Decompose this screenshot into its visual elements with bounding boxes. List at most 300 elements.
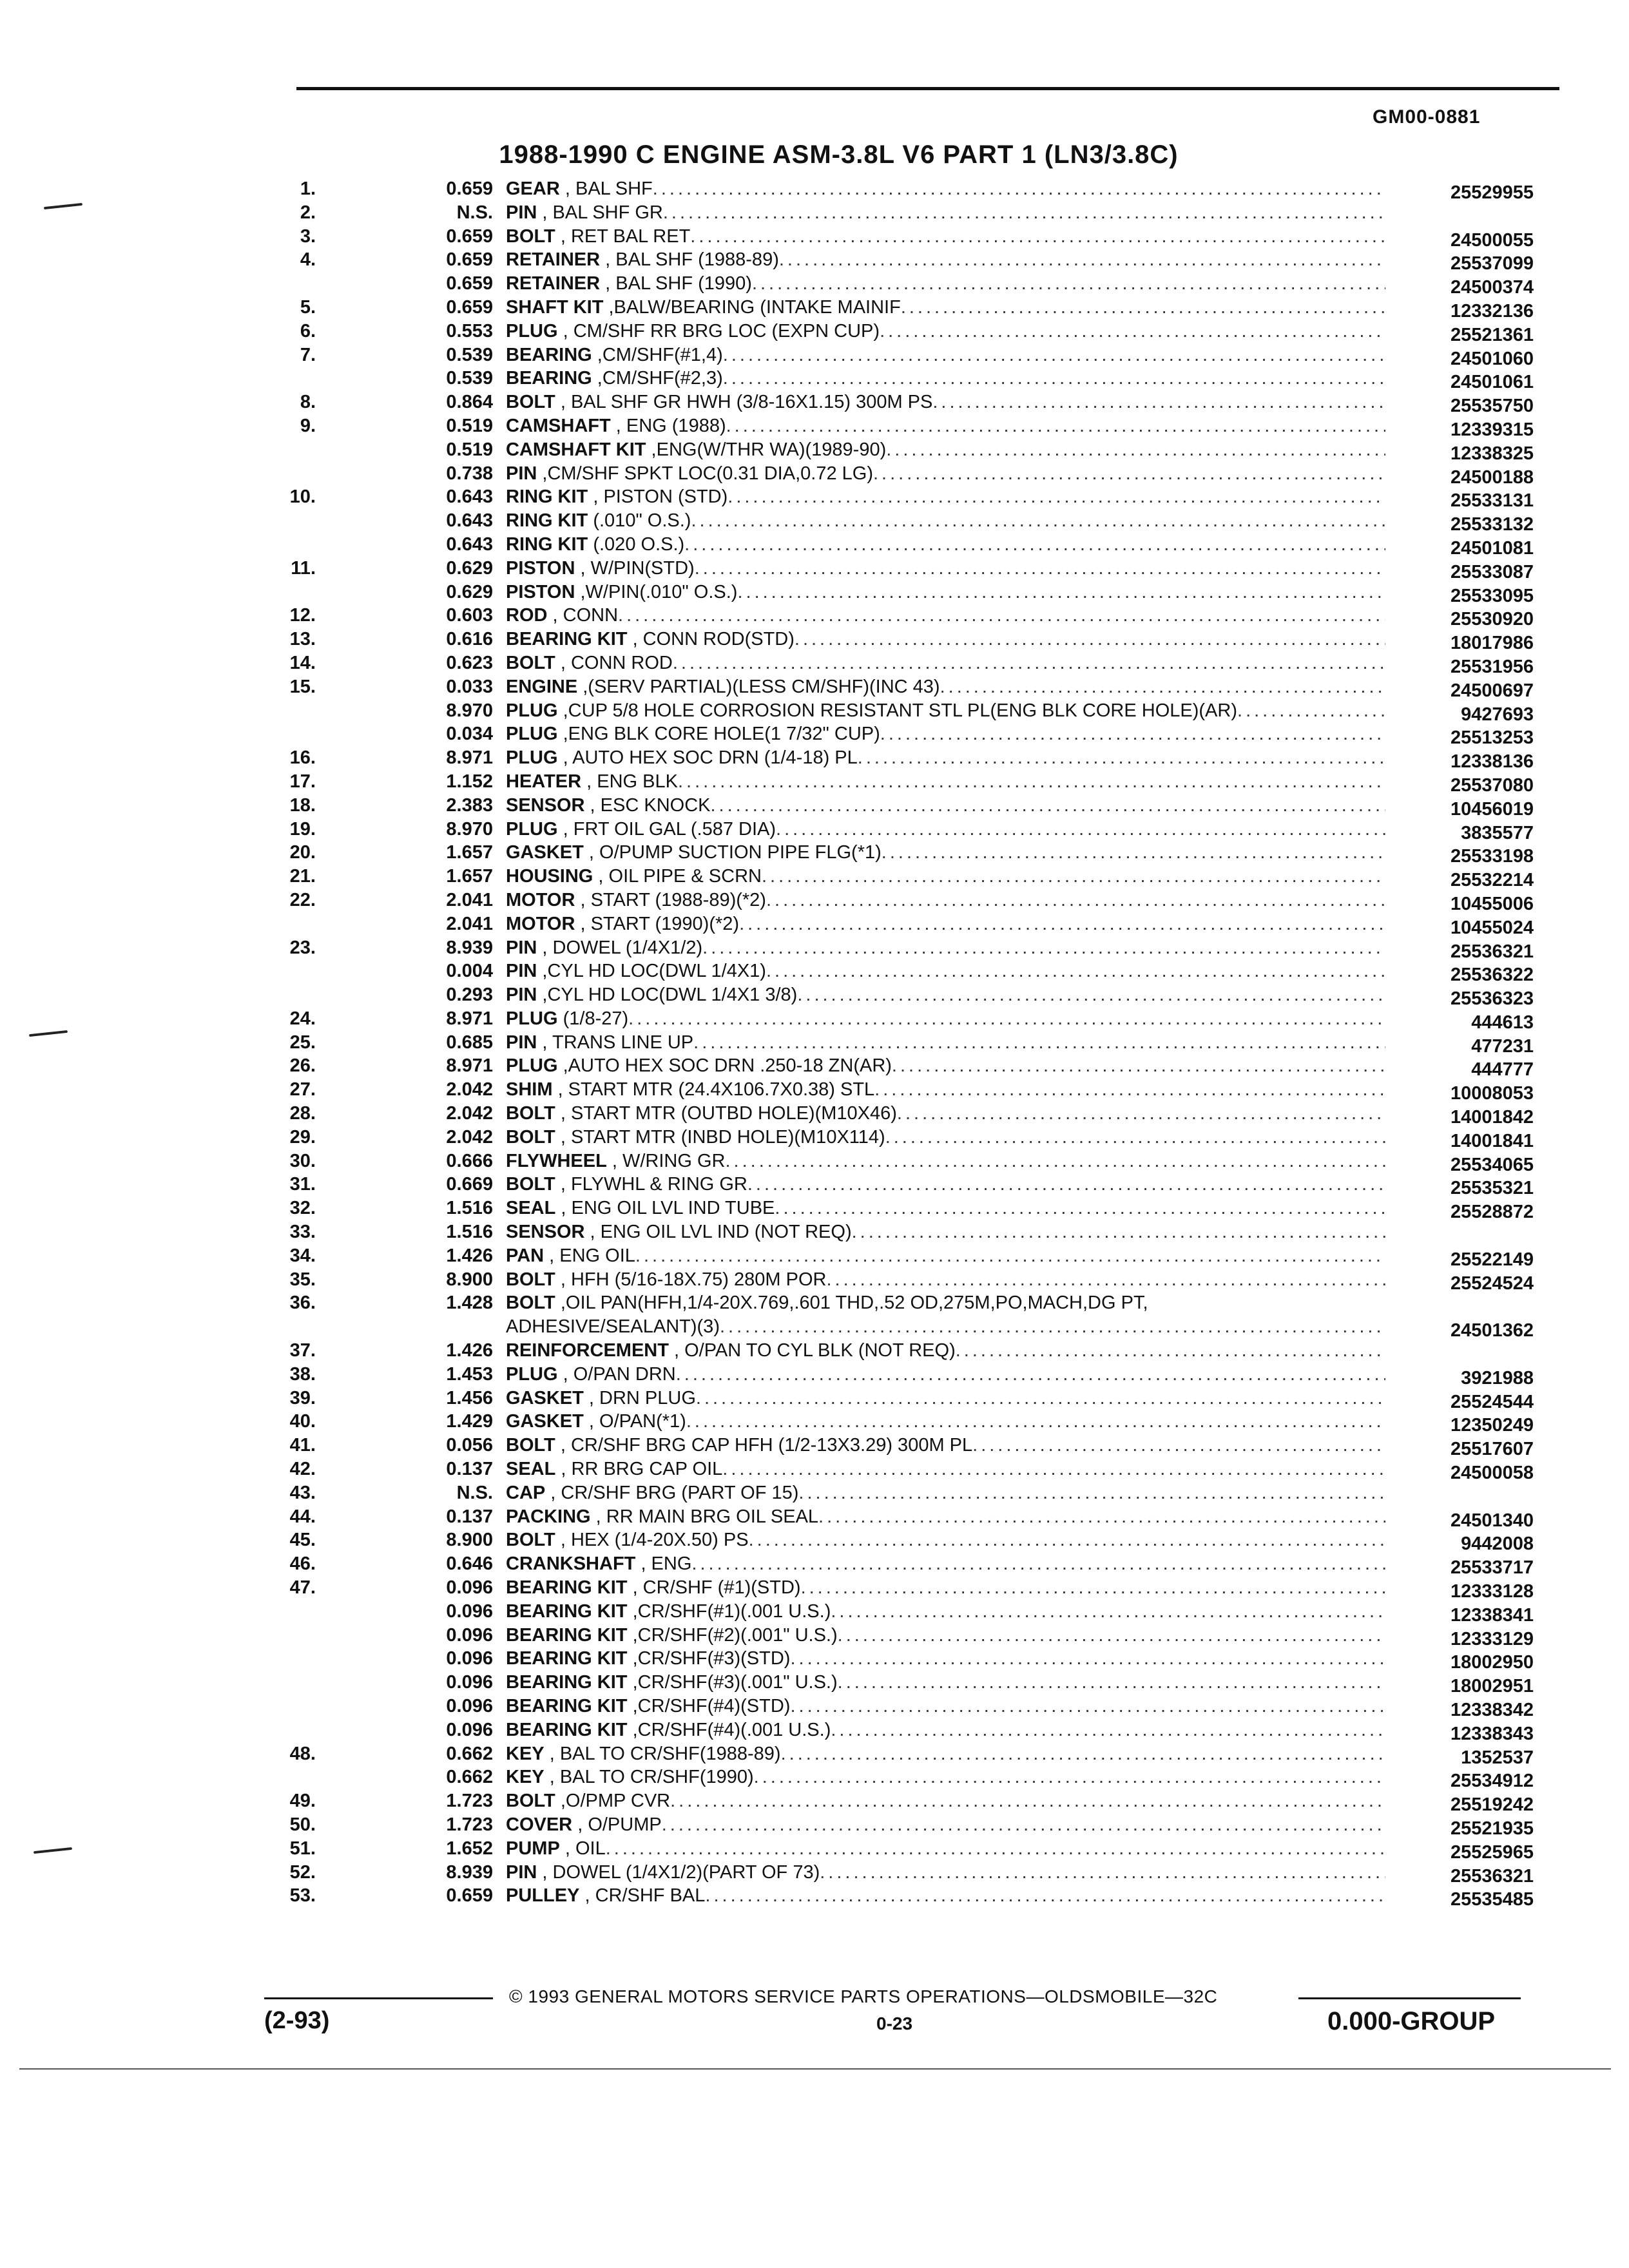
item-spacer — [558, 724, 563, 744]
bottom-rule — [19, 2068, 1611, 2070]
item-part-name: CAP — [506, 1482, 546, 1503]
item-part-number: 24500058 — [1450, 1463, 1534, 1484]
item-group-number: 1.652 — [446, 1838, 493, 1859]
item-index: 26. — [289, 1055, 316, 1077]
item-spacer — [558, 700, 563, 721]
item-part-number: 18017986 — [1450, 633, 1534, 654]
list-item — [289, 1363, 1534, 1389]
item-index: 5. — [300, 296, 316, 318]
item-part-detail: , CR/SHF BRG (PART OF 15) — [550, 1482, 799, 1503]
item-part-detail: , ENG OIL LVL IND TUBE — [561, 1198, 775, 1219]
list-item — [309, 367, 1534, 393]
item-description-text — [506, 1813, 662, 1837]
item-group-number: 1.426 — [446, 1340, 493, 1361]
item-part-name: PULLEY — [506, 1885, 580, 1907]
item-group-number: 0.519 — [446, 415, 493, 436]
item-part-number: 10455006 — [1450, 893, 1534, 914]
item-spacer — [555, 1269, 561, 1290]
list-item — [309, 1718, 1534, 1742]
leader-dots — [766, 889, 1385, 912]
item-part-number: 24500697 — [1450, 680, 1534, 701]
item-part-number: 24500374 — [1450, 277, 1534, 298]
item-spacer — [628, 1601, 633, 1622]
footer-rule-left — [264, 1997, 493, 1999]
item-part-detail: , CM/SHF RR BRG LOC (EXPN CUP) — [563, 320, 880, 341]
item-part-number: 18002951 — [1450, 1676, 1534, 1697]
item-description — [506, 936, 1385, 960]
item-part-name: BOLT — [506, 1293, 555, 1314]
item-part-detail: , O/PUMP — [577, 1814, 662, 1835]
item-description — [506, 462, 1385, 486]
leader-dots — [747, 1173, 1385, 1196]
item-part-detail: ,CM/SHF SPKT LOC(0.31 DIA,0.72 LG) — [542, 463, 873, 484]
item-description — [506, 1315, 1385, 1339]
item-group-number: 2.383 — [446, 794, 493, 816]
list-item — [289, 1031, 1534, 1057]
leader-dots — [775, 1196, 1385, 1220]
list-item — [289, 1054, 1534, 1081]
item-part-number: 12338342 — [1450, 1700, 1534, 1720]
list-item — [309, 1695, 1534, 1718]
leader-dots — [798, 1481, 1385, 1505]
item-part-number: 12338325 — [1450, 443, 1534, 464]
item-part-detail: , FRT OIL GAL (.587 DIA) — [563, 818, 776, 840]
item-description-text — [506, 1671, 838, 1695]
parts-list — [289, 177, 1534, 1910]
item-part-number: 25535485 — [1450, 1889, 1534, 1910]
item-description — [506, 438, 1385, 462]
item-group-number: 0.033 — [446, 676, 493, 697]
item-part-number: 25521935 — [1450, 1818, 1534, 1839]
item-description-text — [506, 272, 752, 296]
item-group-number: 0.662 — [446, 1743, 493, 1764]
leader-dots — [831, 1718, 1385, 1742]
item-part-name: BOLT — [506, 652, 555, 673]
item-part-name: BEARING KIT — [506, 1600, 628, 1622]
item-part-number: 24501081 — [1450, 537, 1534, 559]
item-group-number: 0.685 — [446, 1032, 493, 1053]
item-description-text — [506, 1126, 885, 1149]
item-index: 28. — [289, 1103, 316, 1124]
leader-dots — [723, 367, 1385, 390]
list-item — [289, 1410, 1534, 1436]
item-part-name: REINFORCEMENT — [506, 1340, 669, 1361]
leader-dots — [880, 320, 1385, 343]
item-part-name: SHIM — [506, 1079, 553, 1100]
item-part-number: 25533087 — [1450, 561, 1534, 582]
item-group-number: 0.096 — [446, 1672, 493, 1693]
leader-dots — [726, 1149, 1386, 1173]
leader-dots — [838, 1624, 1385, 1648]
list-item — [289, 818, 1534, 843]
item-description — [506, 1505, 1385, 1529]
item-part-name: BOLT — [506, 1174, 555, 1195]
item-description-text — [506, 651, 673, 675]
list-item — [300, 343, 1534, 369]
item-part-number: 10008053 — [1450, 1083, 1534, 1104]
leader-dots — [723, 343, 1385, 367]
list-item — [289, 1387, 1534, 1412]
leader-dots — [838, 1671, 1385, 1695]
item-part-number: 14001842 — [1450, 1107, 1534, 1128]
leader-dots — [720, 1315, 1385, 1339]
item-part-number: 10456019 — [1450, 798, 1534, 820]
item-group-number: 0.738 — [446, 463, 493, 484]
item-description — [506, 1244, 1385, 1268]
item-description-text — [506, 604, 618, 628]
item-spacer — [600, 273, 605, 294]
item-group-number: 0.096 — [446, 1719, 493, 1740]
item-description — [506, 1742, 1385, 1766]
item-index: 20. — [289, 842, 316, 863]
item-group-number: 0.056 — [446, 1435, 493, 1456]
item-part-name: BEARING — [506, 344, 592, 365]
item-part-number: 25534065 — [1450, 1154, 1534, 1175]
item-part-name: HEATER — [506, 771, 582, 792]
item-description-text — [506, 1695, 790, 1718]
leader-dots — [1237, 699, 1385, 723]
leader-dots — [635, 1244, 1385, 1268]
item-spacer — [628, 1648, 633, 1669]
list-item — [289, 675, 1534, 701]
item-description-text — [506, 1102, 897, 1126]
item-part-detail: ,CUP 5/8 HOLE CORROSION RESISTANT STL PL(ENG BLK CORE HOLE)(AR) — [563, 700, 1238, 721]
item-description-text — [506, 485, 728, 509]
item-group-number: 0.864 — [446, 392, 493, 413]
item-group-number: 8.971 — [446, 1008, 493, 1029]
item-description — [506, 272, 1385, 296]
item-part-number: 10455024 — [1450, 917, 1534, 938]
item-group-number: 0.096 — [446, 1577, 493, 1599]
item-description — [506, 509, 1385, 533]
item-group-number: 8.939 — [446, 937, 493, 958]
leader-dots — [710, 794, 1385, 818]
leader-dots — [726, 414, 1385, 438]
item-group-number: 0.646 — [446, 1553, 493, 1575]
item-description-text — [506, 1173, 747, 1196]
item-part-name: SEAL — [506, 1198, 556, 1219]
item-part-name: RING KIT — [506, 486, 588, 508]
item-part-number: 25536322 — [1450, 965, 1534, 986]
item-index: 45. — [289, 1530, 316, 1551]
item-part-number: 25530920 — [1450, 609, 1534, 630]
item-description-text — [506, 1718, 831, 1742]
list-item — [309, 533, 1534, 557]
item-part-name: GASKET — [506, 1411, 584, 1432]
item-part-number: 14001841 — [1450, 1130, 1534, 1151]
item-spacer — [555, 1174, 561, 1195]
list-item — [289, 1102, 1534, 1128]
item-spacer — [545, 1744, 550, 1764]
item-index: 34. — [289, 1245, 316, 1266]
item-group-number: 1.456 — [446, 1387, 493, 1408]
item-part-name: PISTON — [506, 557, 575, 579]
item-part-number: 444777 — [1471, 1059, 1534, 1081]
leader-dots — [695, 557, 1385, 581]
item-part-name: BOLT — [506, 1103, 555, 1124]
item-part-number: 12338341 — [1450, 1604, 1534, 1626]
item-part-detail: ,CM/SHF(#1,4) — [597, 344, 723, 365]
item-index: 6. — [300, 320, 316, 341]
item-group-number: 0.096 — [446, 1696, 493, 1716]
item-description — [506, 818, 1385, 841]
item-description-text — [506, 746, 858, 770]
item-part-detail: , ESC KNOCK — [590, 794, 711, 816]
item-description — [506, 1552, 1385, 1576]
item-part-detail: , W/RING GR — [612, 1150, 726, 1171]
list-item — [289, 1268, 1534, 1294]
item-part-detail: , PISTON (STD) — [593, 486, 728, 508]
item-index: 18. — [289, 794, 316, 816]
item-description — [506, 557, 1385, 581]
item-description-text — [506, 177, 653, 201]
list-item — [309, 1315, 1534, 1339]
leader-dots — [795, 628, 1385, 651]
item-spacer — [575, 558, 580, 579]
leader-dots — [739, 912, 1385, 936]
item-group-number: 8.939 — [446, 1861, 493, 1883]
item-description-text — [506, 794, 710, 818]
item-group-number: N.S. — [456, 1482, 493, 1503]
list-item — [289, 1813, 1534, 1839]
item-description — [506, 533, 1385, 557]
leader-dots — [831, 1600, 1385, 1624]
list-item — [300, 296, 1534, 322]
list-item — [289, 1528, 1534, 1555]
item-part-number: 25521361 — [1450, 324, 1534, 345]
footer-copyright: © 1993 GENERAL MOTORS SERVICE PARTS OPERATIONS—OLDSMOBILE—32C — [509, 1986, 1218, 2006]
item-description-text — [506, 1789, 670, 1813]
item-description-text — [506, 1078, 874, 1102]
item-spacer — [584, 842, 589, 863]
item-description-text — [506, 1552, 691, 1576]
item-part-number: 25536321 — [1450, 1865, 1534, 1887]
list-item — [289, 794, 1534, 820]
leader-dots — [790, 1647, 1385, 1671]
item-part-detail: , BAL SHF GR HWH (3/8-16X1.15) 300M PS — [560, 392, 933, 413]
item-spacer — [669, 1340, 674, 1361]
item-index: 16. — [289, 747, 316, 769]
item-group-number: 1.429 — [446, 1411, 493, 1432]
list-item — [309, 1647, 1534, 1671]
item-description — [506, 1220, 1385, 1244]
item-description-text — [506, 509, 691, 533]
item-part-number: 25522149 — [1450, 1249, 1534, 1270]
leader-dots — [696, 1387, 1385, 1410]
item-group-number: 0.519 — [446, 439, 493, 460]
item-part-detail: , CONN ROD — [560, 652, 673, 673]
list-item — [309, 983, 1534, 1010]
list-item — [309, 462, 1534, 486]
item-index: 23. — [289, 937, 316, 958]
item-group-number: 0.137 — [446, 1506, 493, 1527]
item-spacer — [603, 297, 608, 318]
item-description — [506, 320, 1385, 343]
leader-dots — [676, 1363, 1385, 1387]
list-item — [289, 1576, 1534, 1602]
item-part-number: 444613 — [1471, 1012, 1534, 1033]
item-part-detail: , BAL TO CR/SHF(1988-89) — [549, 1743, 781, 1764]
item-group-number: 1.152 — [446, 771, 493, 792]
item-description — [506, 1363, 1385, 1387]
list-item — [289, 1861, 1534, 1887]
item-index: 15. — [289, 676, 316, 697]
item-group-number: 1.723 — [446, 1791, 493, 1812]
list-item — [309, 1765, 1534, 1792]
item-part-detail: , RR MAIN BRG OIL SEAL — [595, 1506, 819, 1527]
item-group-number: 2.042 — [446, 1103, 493, 1124]
item-group-number: 0.659 — [446, 249, 493, 271]
leader-dots — [880, 722, 1385, 746]
item-description — [506, 1078, 1385, 1102]
item-description — [506, 1884, 1385, 1908]
item-part-name: FLYWHEEL — [506, 1150, 607, 1171]
list-item — [289, 485, 1534, 512]
item-spacer — [575, 582, 580, 602]
item-part-number: 25524524 — [1450, 1273, 1534, 1294]
leader-dots — [728, 485, 1385, 509]
item-description — [506, 343, 1385, 367]
item-spacer — [555, 392, 561, 412]
item-description — [506, 1457, 1385, 1481]
item-group-number: 1.426 — [446, 1245, 493, 1266]
item-part-number: 24501362 — [1450, 1320, 1534, 1341]
list-item — [289, 1481, 1534, 1505]
item-index: 48. — [289, 1743, 316, 1764]
leader-dots — [749, 1528, 1385, 1552]
list-item — [289, 1173, 1534, 1199]
item-description-text — [506, 1647, 790, 1671]
item-spacer — [558, 819, 563, 840]
item-description-text — [506, 390, 932, 414]
item-part-detail: (.020 O.S.) — [593, 533, 685, 555]
item-part-name: KEY — [506, 1767, 545, 1788]
item-group-number: 0.616 — [446, 629, 493, 650]
item-description-text — [506, 1244, 635, 1268]
item-part-number: 25533132 — [1450, 514, 1534, 535]
item-index: 30. — [289, 1150, 316, 1171]
item-description-text — [506, 320, 880, 343]
item-description — [506, 201, 1385, 225]
item-part-name: SEAL — [506, 1459, 556, 1480]
item-part-number: 12333128 — [1450, 1581, 1534, 1602]
list-item — [289, 1339, 1534, 1363]
item-part-name: BEARING KIT — [506, 1672, 628, 1693]
item-part-detail: , HEX (1/4-20X.50) PS — [560, 1530, 749, 1551]
item-description-text — [506, 1387, 696, 1410]
item-description — [506, 1173, 1385, 1196]
item-group-number: 0.659 — [446, 178, 493, 199]
item-index: 7. — [300, 344, 316, 365]
item-part-detail: , START (1990)(*2) — [580, 913, 740, 934]
item-part-detail: ,ENG BLK CORE HOLE(1 7/32" CUP) — [563, 724, 880, 745]
item-spacer — [581, 771, 586, 792]
item-description — [506, 1695, 1385, 1718]
item-spacer — [555, 653, 561, 673]
item-part-name: PIN — [506, 985, 537, 1006]
margin-mark — [34, 1847, 72, 1854]
leader-dots — [820, 1861, 1385, 1885]
item-index: 17. — [289, 771, 316, 792]
item-group-number: 0.643 — [446, 486, 493, 508]
item-description — [506, 722, 1385, 746]
leader-dots — [885, 1126, 1385, 1149]
item-description — [506, 1576, 1385, 1600]
item-part-name: RETAINER — [506, 273, 601, 294]
item-group-number: 0.096 — [446, 1624, 493, 1646]
item-spacer — [628, 1577, 633, 1598]
leader-dots — [776, 818, 1385, 841]
margin-mark — [29, 1030, 68, 1037]
item-part-detail: (.010" O.S.) — [593, 510, 691, 532]
leader-dots — [886, 438, 1385, 462]
leader-dots — [754, 1765, 1385, 1789]
item-index: 51. — [289, 1838, 316, 1859]
item-part-detail: , ENG OIL LVL IND (NOT REQ) — [590, 1222, 852, 1243]
item-description — [506, 1031, 1385, 1055]
leader-dots — [737, 581, 1385, 604]
item-spacer — [558, 1364, 563, 1385]
item-part-name: PIN — [506, 961, 537, 982]
leader-dots — [690, 225, 1385, 249]
item-spacer — [545, 1767, 550, 1787]
list-item — [300, 414, 1534, 440]
item-part-detail: , CONN — [552, 605, 619, 626]
item-index: 4. — [300, 249, 316, 271]
item-description-text — [506, 367, 723, 390]
item-spacer — [611, 416, 616, 436]
list-item — [300, 177, 1534, 203]
footer-rule-right — [1298, 1997, 1521, 1999]
item-part-name: RING KIT — [506, 533, 588, 555]
item-description-text — [506, 1220, 852, 1244]
item-part-number: 9442008 — [1461, 1533, 1534, 1555]
item-description-text — [506, 581, 737, 604]
item-description-text — [506, 1315, 720, 1339]
leader-dots — [662, 1813, 1385, 1837]
item-group-number: 0.629 — [446, 581, 493, 602]
item-description — [506, 1837, 1385, 1861]
item-part-detail: , ENG OIL — [549, 1245, 635, 1266]
item-group-number: 8.971 — [446, 1055, 493, 1077]
item-spacer — [555, 1435, 561, 1456]
item-description-text — [506, 675, 940, 699]
item-spacer — [628, 1720, 633, 1740]
item-spacer — [591, 1506, 596, 1527]
item-description — [506, 390, 1385, 414]
item-description-text — [506, 414, 726, 438]
item-part-detail: ,CYL HD LOC(DWL 1/4X1 3/8) — [542, 985, 798, 1006]
item-part-name: GEAR — [506, 178, 560, 199]
item-description — [506, 628, 1385, 651]
leader-dots — [670, 1789, 1385, 1813]
item-part-number: 25533131 — [1450, 490, 1534, 512]
item-spacer — [584, 1411, 589, 1432]
item-index: 27. — [289, 1079, 316, 1100]
item-part-detail: , BAL SHF (1988-89) — [605, 249, 779, 271]
item-group-number: 0.603 — [446, 605, 493, 626]
item-description — [506, 248, 1385, 272]
item-part-number: 25534912 — [1450, 1771, 1534, 1792]
item-description — [506, 1387, 1385, 1410]
list-item — [289, 628, 1534, 654]
item-index: 1. — [300, 178, 316, 199]
leader-dots — [691, 509, 1385, 533]
item-description — [506, 1291, 1385, 1315]
item-part-name: KEY — [506, 1743, 545, 1764]
item-part-name: HOUSING — [506, 866, 593, 887]
item-part-name: BOLT — [506, 392, 555, 413]
